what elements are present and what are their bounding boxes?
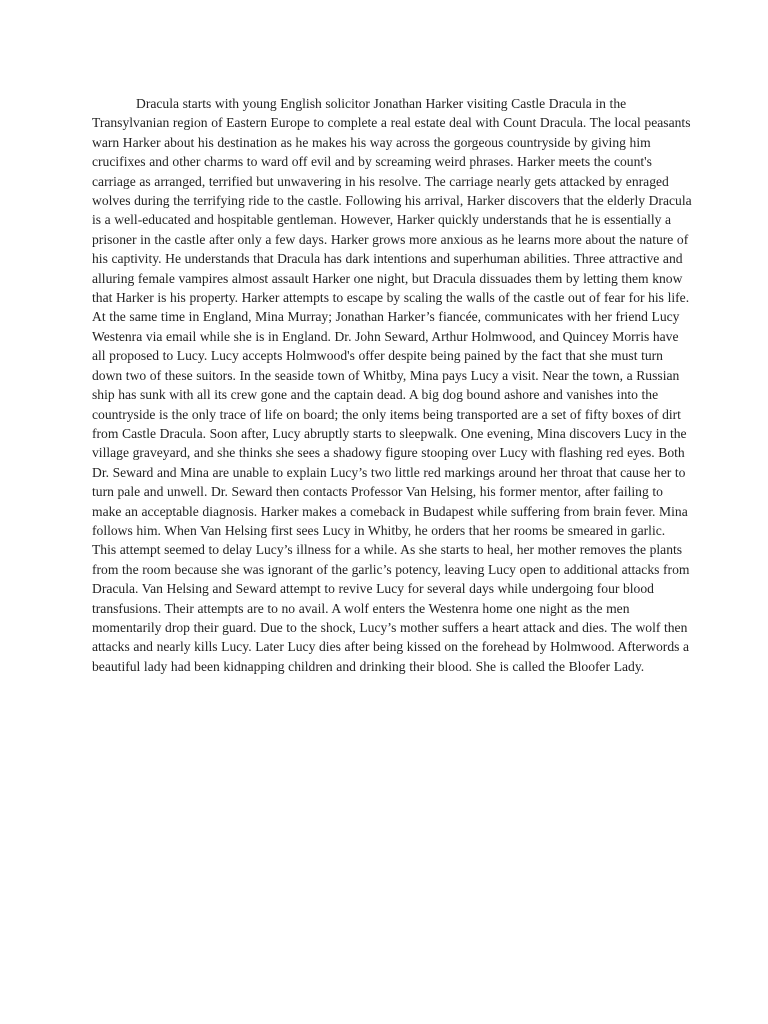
body-paragraph: Dracula starts with young English solicitor Jonathan Harker visiting Castle Dracula in the Transylvanian region of Eastern Europe to complete a real estate deal with Count Dracula. The local peasants warn Harker about his destination as he makes his way across the gorgeous countryside by giving him crucifixes and other charms to ward off evil and by screaming weird phrases. Harker meets the count's carriage as arranged, terrified but unwavering in his resolve. The carriage nearly gets attacked by enraged wolves during the terrifying ride to the castle. Following his arrival, Harker discovers that the elderly Dracula is a well-educated and hospitable gentleman. However, Harker quickly understands that he is essentially a prisoner in the castle after only a few days. Harker grows more anxious as he learns more about the nature of his captivity. He understands that Dracula has dark intentions and superhuman abilities. Three attractive and alluring female vampires almost assault Harker one night, but Dracula dissuades them by letting them know that Harker is his property. Harker attempts to escape by scaling the walls of the castle out of fear for his life. At the same time in England, Mina Murray; Jonathan Harker’s fiancée, communicates with her friend Lucy Westenra via email while she is in England. Dr. John Seward, Arthur Holmwood, and Quincey Morris have all proposed to Lucy. Lucy accepts Holmwood's offer despite being pained by the fact that she must turn down two of these suitors. In the seaside town of Whitby, Mina pays Lucy a visit. Near the town, a Russian ship has sunk with all its crew gone and the captain dead. A big dog bound ashore and vanishes into the countryside is the only trace of life on board; the only items being transported are a set of fifty boxes of dirt from Castle Dracula. Soon after, Lucy abruptly starts to sleepwalk. One evening, Mina discovers Lucy in the village graveyard, and she thinks she sees a shadowy figure stooping over Lucy with flashing red eyes. Both Dr. Seward and Mina are unable to explain Lucy’s two little red markings around her throat that cause her to turn pale and unwell. Dr. Seward then contacts Professor Van Helsing, his former mentor, after failing to make an acceptable diagnosis. Harker makes a comeback in Budapest while suffering from brain fever. Mina follows him. When Van Helsing first sees Lucy in Whitby, he orders that her rooms be smeared in garlic. This attempt seemed to delay Lucy’s illness for a while. As she starts to heal, her mother removes the plants from the room because she was ignorant of the garlic’s potency, leaving Lucy open to additional attacks from Dracula. Van Helsing and Seward attempt to revive Lucy for several days while undergoing four blood transfusions. Their attempts are to no avail. A wolf enters the Westenra home one night as the men momentarily drop their guard. Due to the shock, Lucy’s mother suffers a heart attack and dies. The wolf then attacks and nearly kills Lucy. Later Lucy dies after being kissed on the forehead by Holmwood. Afterwords a beautiful lady had been kidnapping children and drinking their blood. She is called the Bloofer Lady.: [92, 96, 692, 674]
